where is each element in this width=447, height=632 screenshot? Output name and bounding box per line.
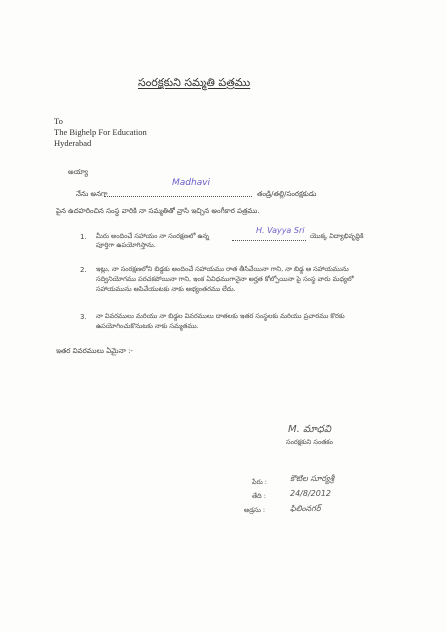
salutation: అయ్యా — [68, 168, 89, 176]
item-2-line3: సహాయమును ఆపివేయుటకు నాకు అభ్యంతరము లేదు. — [96, 285, 236, 293]
student-name-line — [232, 240, 306, 241]
item-3-number: 3. — [80, 313, 87, 321]
guardian-name-handwritten: Madhavi — [172, 178, 211, 188]
item-1-line1-prefix: మీరు అందించే సహాయం నా సంరక్షణలో ఉన్న — [96, 232, 210, 240]
address-to: To — [54, 116, 63, 126]
guardian-signature: M. మాధవి — [288, 424, 331, 435]
sig-date-value: 24/8/2012 — [290, 489, 332, 498]
address-city: Hyderabad — [54, 138, 92, 148]
item-2-line2: సద్వినియోగము పరచకపోయినా గాని, ఇంక ఏవిధముగానైనా అర్హత కోల్పోయినా పై సంస్థ వారు మధ్యలో — [96, 275, 354, 283]
intro-relation: తండ్రి/తల్లి/సంరక్షకుడు — [257, 190, 317, 198]
sig-address-value: ఫిలింనగర్ — [290, 504, 321, 513]
sig-name-value: కౌటిల సూర్యశ్రీ — [290, 474, 335, 483]
item-1-line2: పూర్తిగా ఉపయోగిస్తాను. — [96, 241, 156, 249]
intro-prefix: నేను అనగా — [76, 190, 108, 198]
sig-date-label: తేది : — [252, 492, 266, 500]
address-org: The Bighelp For Education — [54, 127, 147, 137]
item-2-number: 2. — [80, 266, 87, 274]
intro-line2: పైన ఉదహరించిన సంస్థ వారికి నా సమ్మతితో వ్రాసి ఇచ్చిన అంగీకార పత్రము. — [56, 207, 260, 215]
sig-address-label: అడ్రసు : — [244, 506, 266, 514]
item-1-number: 1. — [80, 233, 87, 241]
letter-title: సంరక్షకుని సమ్మతి పత్రము — [138, 76, 251, 89]
item-3-line1: నా వివరములు మరియు నా బిడ్డల వివరములు దాతలకు ఇతర సంస్థలకు మరియు ప్రచారము కొరకు — [96, 312, 345, 320]
sig-name-label: పేరు : — [252, 478, 267, 486]
other-details-label: ఇతర వివరములు ఏమైనా :- — [56, 347, 133, 355]
item-2-line1: ఇట్లు, నా సంరక్షణలోని బిడ్డకు అందించే సహాయము రాత తీసివేయినా గాని, నా బిడ్డ ఆ సహాయమును — [96, 265, 349, 273]
student-name-handwritten: H. Vayya Sri — [256, 226, 305, 235]
signature-label: సంరక్షకుని సంతకం — [286, 438, 333, 446]
guardian-name-line — [104, 196, 252, 197]
item-1-line1-suffix: యొక్క విద్యాభివృద్ధికి — [310, 232, 364, 240]
item-3-line2: ఉపయోగించుకొనుటకు నాకు సమ్మతము. — [96, 322, 199, 330]
